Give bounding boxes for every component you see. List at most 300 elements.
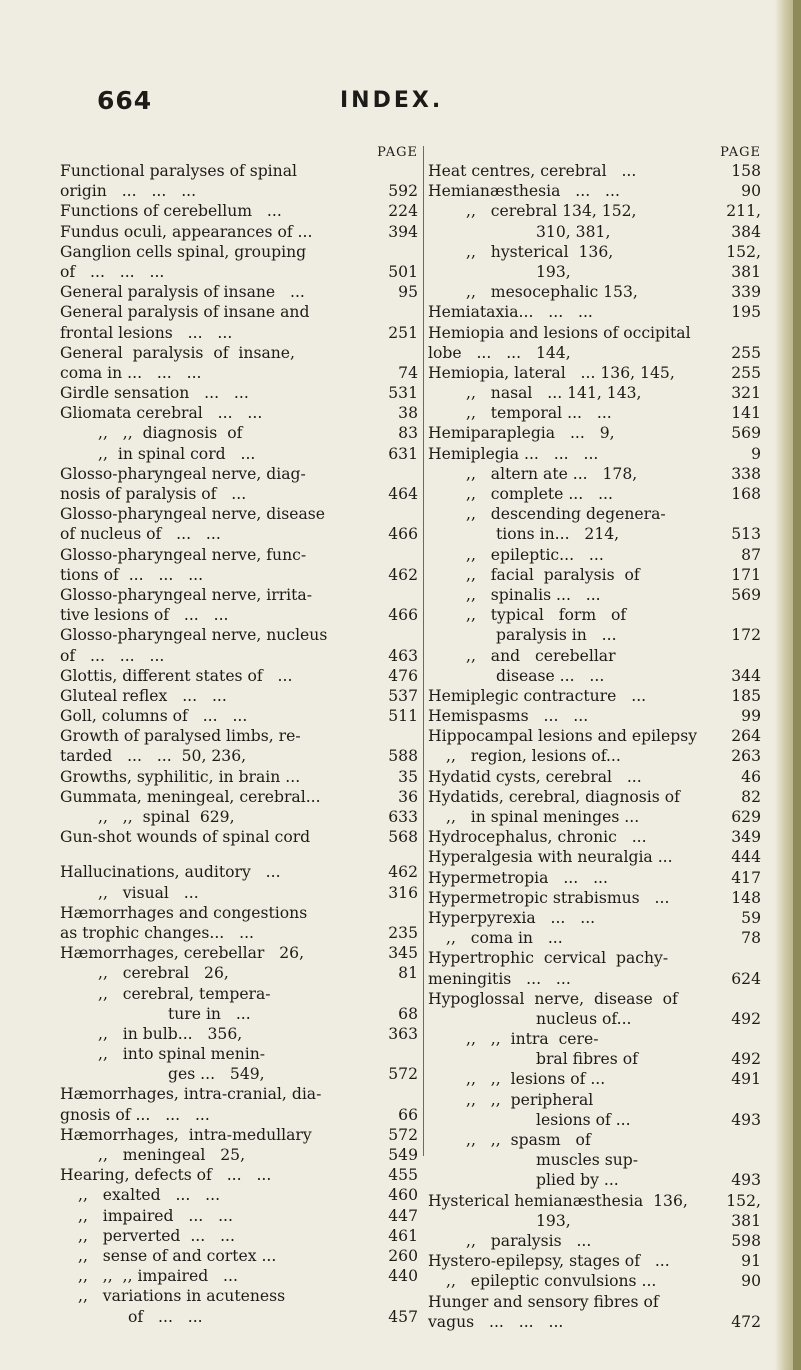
entry-page-ref: 78	[741, 929, 761, 948]
entry-page-ref: 549	[388, 1146, 418, 1164]
entry-text: ,, region, lesions of...	[446, 747, 621, 766]
entry-text: Hypermetropic strabismus ...	[428, 888, 670, 907]
entry-page-ref: 172	[731, 626, 761, 645]
entry-page-ref: 501	[388, 262, 418, 281]
index-entry	[428, 504, 761, 524]
entry-page-ref: 148	[731, 888, 761, 907]
index-entry	[428, 969, 761, 989]
entry-page-ref: 35	[398, 767, 418, 786]
index-entries	[60, 161, 418, 1327]
entry-page-ref: 152,	[726, 1191, 761, 1210]
index-entry	[60, 1165, 418, 1185]
entry-page-ref: 461	[388, 1226, 418, 1245]
entry-text: 193,	[536, 262, 571, 281]
entry-page-ref: 569	[731, 585, 761, 604]
entry-page-ref: 99	[741, 707, 761, 726]
entry-page-ref: 59	[741, 908, 761, 927]
index-entry	[60, 862, 418, 882]
entry-page-ref: 68	[398, 1004, 418, 1023]
index-entry	[428, 726, 761, 746]
entry-text: ,, into spinal menin-	[98, 1045, 266, 1064]
index-entry	[428, 706, 761, 726]
entry-page-ref: 384	[731, 222, 761, 241]
index-entry	[60, 484, 418, 504]
entry-text: Hysterical hemianæsthesia 136,	[428, 1191, 688, 1210]
entry-page-ref: 141	[731, 404, 761, 423]
entry-page-ref: 592	[388, 182, 418, 201]
index-entry	[60, 464, 418, 484]
index-entry	[428, 302, 761, 322]
entry-text: Hypertrophic cervical pachy-	[428, 949, 669, 968]
index-entry	[60, 1286, 418, 1306]
entry-page-ref: 633	[388, 808, 418, 826]
entry-page-ref: 338	[731, 464, 761, 483]
index-entry	[60, 646, 418, 666]
entry-text: ,, cerebral, tempera-	[98, 984, 271, 1003]
entry-page-ref: 466	[388, 606, 418, 625]
entry-text: origin ... ... ...	[60, 182, 197, 201]
index-entry	[428, 484, 761, 504]
entry-page-ref: 629	[731, 808, 761, 826]
entry-page-ref: 91	[741, 1252, 761, 1271]
entry-page-ref: 83	[398, 424, 418, 443]
index-entry	[60, 1004, 418, 1024]
entry-text: Goll, columns of ... ...	[60, 707, 248, 726]
index-entry	[60, 726, 418, 746]
index-entry	[428, 524, 761, 544]
entry-text: as trophic changes... ...	[60, 923, 255, 942]
entry-text: lobe ... ... 144,	[428, 343, 571, 362]
entry-text: tive lesions of ... ...	[60, 606, 229, 625]
entry-text: frontal lesions ... ...	[60, 323, 233, 342]
index-entry	[60, 545, 418, 565]
entry-text: Glosso-pharyngeal nerve, disease	[60, 505, 325, 524]
entry-page-ref: 9	[751, 444, 761, 463]
entry-text: Hæmorrhages and congestions	[60, 903, 308, 922]
entry-text: ,, in spinal meninges ...	[446, 808, 640, 826]
index-entry	[428, 222, 761, 242]
entry-page-ref: 447	[388, 1206, 418, 1225]
index-entry	[428, 1271, 761, 1291]
entry-page-ref: 472	[731, 1312, 761, 1331]
entry-text: of ... ... ...	[60, 262, 165, 281]
index-column-left	[60, 144, 418, 1327]
index-entry	[60, 1185, 418, 1205]
index-entry	[428, 888, 761, 908]
index-entry	[428, 181, 761, 201]
entry-page-ref: 444	[731, 848, 761, 867]
entry-page-ref: 82	[741, 787, 761, 806]
entry-page-ref: 493	[731, 1110, 761, 1129]
entry-page-ref: 87	[741, 545, 761, 564]
entry-text: Hallucinations, auditory ...	[60, 863, 281, 882]
entry-text: vagus ... ... ...	[428, 1312, 564, 1331]
entry-text: Ganglion cells spinal, grouping	[60, 242, 307, 261]
entry-text: nosis of paralysis of ...	[60, 485, 247, 503]
index-entry	[428, 464, 761, 484]
index-entry	[428, 847, 761, 867]
entry-page-ref: 345	[388, 944, 418, 963]
entry-text: ges ... 549,	[168, 1065, 265, 1084]
index-entry	[60, 1105, 418, 1125]
entry-text: ,, hysterical 136,	[466, 242, 614, 261]
entry-page-ref: 491	[731, 1070, 761, 1089]
entry-text: Hypermetropia ... ...	[428, 868, 608, 887]
index-column-right	[428, 144, 761, 1332]
index-entry	[60, 1226, 418, 1246]
entry-text: Glottis, different states of ...	[60, 666, 293, 685]
entry-text: ,, ,, lesions of ...	[466, 1070, 606, 1089]
entry-page-ref: 195	[731, 303, 761, 322]
entry-text: Hearing, defects of ... ...	[60, 1166, 272, 1185]
entry-text: General paralysis of insane and	[60, 303, 310, 322]
entry-page-ref: 46	[741, 767, 761, 786]
entry-page-ref: 466	[388, 525, 418, 544]
entry-page-ref: 624	[731, 969, 761, 988]
index-entry	[60, 767, 418, 787]
entry-page-ref: 235	[388, 923, 418, 942]
entry-text: ,, ,, spasm of	[466, 1131, 591, 1149]
entry-text: Glosso-pharyngeal nerve, func-	[60, 545, 307, 564]
index-entry	[428, 1211, 761, 1231]
entry-text: Hydrocephalus, chronic ...	[428, 828, 647, 847]
index-entry	[60, 1246, 418, 1266]
entry-text: ,, altern ate ... 178,	[466, 464, 638, 483]
index-entry	[60, 1084, 418, 1104]
index-entry	[428, 1069, 761, 1089]
index-entry	[428, 403, 761, 423]
index-entry	[60, 605, 418, 625]
index-entry	[428, 323, 761, 343]
entry-text: Gluteal reflex ... ...	[60, 686, 227, 705]
entry-text: disease ... ...	[496, 666, 605, 685]
entry-text: ,, nasal ... 141, 143,	[466, 384, 642, 403]
entry-page-ref: 568	[388, 828, 418, 847]
index-entry	[428, 686, 761, 706]
entry-page-ref: 476	[388, 666, 418, 685]
entry-page-ref: 492	[731, 1009, 761, 1028]
entry-text: ,, paralysis ...	[466, 1231, 592, 1250]
entry-page-ref: 363	[388, 1024, 418, 1043]
entry-page-ref: 349	[731, 828, 761, 847]
index-entry	[428, 807, 761, 827]
entry-text: ,, exalted ... ...	[78, 1186, 221, 1205]
entry-page-ref: 588	[388, 747, 418, 766]
entry-text: Functions of cerebellum ...	[60, 202, 282, 221]
entry-page-ref: 224	[388, 202, 418, 221]
entry-page-ref: 463	[388, 646, 418, 665]
index-entry	[428, 746, 761, 766]
entry-page-ref: 598	[731, 1231, 761, 1250]
entry-text: gnosis of ... ... ...	[60, 1105, 210, 1124]
entry-page-ref: 394	[388, 222, 418, 241]
index-entry	[428, 565, 761, 585]
index-entry	[428, 625, 761, 645]
entry-text: ,, in bulb... 356,	[98, 1024, 243, 1043]
entry-text: Gun-shot wounds of spinal cord	[60, 828, 311, 847]
entry-text: Hemiopia, lateral ... 136, 145,	[428, 363, 675, 382]
index-entry	[428, 1170, 761, 1190]
entry-page-ref: 462	[388, 565, 418, 584]
entry-page-ref: 462	[388, 863, 418, 882]
entry-text: Hemiparaplegia ... 9,	[428, 424, 615, 443]
index-entry	[60, 363, 418, 383]
index-entry	[428, 787, 761, 807]
entry-text: Heat centres, cerebral ...	[428, 162, 637, 180]
entry-text: meningitis ... ...	[428, 969, 571, 988]
entry-text: tions in... 214,	[496, 525, 620, 544]
entry-text: ,, and cerebellar	[466, 646, 616, 665]
index-entry	[60, 585, 418, 605]
entry-page-ref: 251	[388, 323, 418, 342]
entry-text: tions of ... ... ...	[60, 565, 204, 584]
index-entry	[60, 282, 418, 302]
index-entry	[428, 282, 761, 302]
entry-text: ,, variations in acuteness	[78, 1287, 286, 1306]
index-entry	[60, 686, 418, 706]
entry-text: Hippocampal lesions and epilepsy	[428, 727, 698, 746]
entry-text: of ... ... ...	[60, 646, 165, 665]
entry-page-ref: 493	[731, 1171, 761, 1190]
index-entry	[60, 262, 418, 282]
entry-page-ref: 158	[731, 162, 761, 180]
entry-page-ref: 90	[741, 1272, 761, 1291]
running-header	[0, 86, 760, 118]
entry-text: ,, sense of and cortex ...	[78, 1246, 277, 1265]
entry-text: Hydatids, cerebral, diagnosis of	[428, 787, 680, 806]
entry-text: ,, impaired ... ...	[78, 1206, 233, 1225]
entry-text: Glosso-pharyngeal nerve, diag-	[60, 464, 306, 483]
entry-text: 310, 381,	[536, 222, 611, 241]
entry-text: ,, spinalis ... ...	[466, 585, 601, 604]
entry-page-ref: 316	[388, 883, 418, 902]
entry-text: Hemispasms ... ...	[428, 707, 589, 726]
entry-text: Glosso-pharyngeal nerve, irrita-	[60, 585, 312, 604]
entry-text: Hemianæsthesia ... ...	[428, 182, 620, 201]
index-entry	[428, 767, 761, 787]
index-entry	[60, 504, 418, 524]
index-entry	[60, 222, 418, 242]
entry-page-ref: 185	[731, 686, 761, 705]
index-entry	[428, 1130, 761, 1150]
entry-text: ,, typical form of	[466, 606, 627, 625]
entry-text: ,, mesocephalic 153,	[466, 283, 638, 302]
entry-page-ref: 513	[731, 525, 761, 544]
index-entry	[428, 827, 761, 847]
index-entry	[60, 984, 418, 1004]
index-entry	[428, 989, 761, 1009]
index-entry	[428, 1292, 761, 1312]
entry-text: paralysis in ...	[496, 626, 617, 645]
entry-page-ref: 537	[388, 686, 418, 705]
entry-page-ref: 36	[398, 787, 418, 806]
entry-text: ,, epileptic convulsions ...	[446, 1272, 657, 1291]
index-entry	[60, 1145, 418, 1165]
index-entry	[60, 827, 418, 847]
index-entry	[428, 1049, 761, 1069]
index-entry	[428, 1090, 761, 1110]
entry-page-ref: 460	[388, 1186, 418, 1205]
entry-text: General paralysis of insane,	[60, 343, 295, 362]
index-entry	[60, 883, 418, 903]
entry-text: ,, complete ... ...	[466, 485, 613, 503]
entry-text: Hyperpyrexia ... ...	[428, 908, 596, 927]
index-entry	[428, 1191, 761, 1211]
entry-text: ,, ,, spinal 629,	[98, 808, 235, 826]
index-entry	[428, 1251, 761, 1271]
entry-text: 193,	[536, 1211, 571, 1230]
index-entry	[428, 1110, 761, 1130]
entry-page-ref: 464	[388, 485, 418, 503]
index-entry	[428, 1312, 761, 1332]
entry-page-ref: 90	[741, 182, 761, 201]
index-entry	[60, 444, 418, 464]
entry-text: Functional paralyses of spinal	[60, 162, 297, 180]
index-entry	[428, 948, 761, 968]
index-entry	[428, 343, 761, 363]
index-entry	[60, 746, 418, 766]
column-page-heading: PAGE	[377, 145, 418, 160]
entry-text: coma in ... ... ...	[60, 363, 202, 382]
entry-text: ,, cerebral 26,	[98, 964, 229, 983]
entry-text: lesions of ...	[536, 1110, 631, 1129]
entry-text: ,, cerebral 134, 152,	[466, 202, 637, 221]
entry-page-ref: 572	[388, 1065, 418, 1084]
entry-text: Fundus oculi, appearances of ...	[60, 222, 313, 241]
page-title: INDEX.	[340, 88, 444, 113]
entry-page-ref: 531	[388, 384, 418, 403]
entry-page-ref: 492	[731, 1050, 761, 1069]
entry-page-ref: 511	[388, 707, 418, 726]
index-entry	[428, 666, 761, 686]
index-entry	[60, 403, 418, 423]
entry-page-ref: 455	[388, 1166, 418, 1185]
index-entry	[428, 908, 761, 928]
index-entry	[60, 524, 418, 544]
entry-page-ref: 152,	[726, 242, 761, 261]
entry-page-ref: 81	[398, 964, 418, 983]
entry-text: Hystero-epilepsy, stages of ...	[428, 1252, 670, 1271]
index-entry	[428, 444, 761, 464]
entry-page-ref: 38	[398, 404, 418, 423]
entry-text: ,, ,, intra cere-	[466, 1030, 599, 1049]
entry-text: Hemiplegia ... ... ...	[428, 444, 599, 463]
entry-text: ture in ...	[168, 1004, 251, 1023]
index-entry	[60, 943, 418, 963]
entry-text: plied by ...	[536, 1171, 619, 1190]
section-gap	[60, 847, 418, 862]
entry-page-ref: 95	[398, 283, 418, 302]
entry-page-ref: 381	[731, 1211, 761, 1230]
entry-text: tarded ... ... 50, 236,	[60, 747, 247, 766]
entry-text: nucleus of...	[536, 1009, 632, 1028]
entry-text: ,, ,, peripheral	[466, 1090, 594, 1109]
entry-text: Hydatid cysts, cerebral ...	[428, 767, 642, 786]
index-entry	[60, 1024, 418, 1044]
index-entry	[60, 383, 418, 403]
entry-text: Hyperalgesia with neuralgia ...	[428, 848, 673, 867]
index-entry	[428, 161, 761, 181]
index-entry	[428, 605, 761, 625]
index-entry	[60, 343, 418, 363]
entry-text: General paralysis of insane ...	[60, 283, 305, 302]
page-number: 664	[97, 86, 153, 115]
index-entry	[60, 423, 418, 443]
entry-text: ,, visual ...	[98, 883, 199, 902]
index-entry	[60, 242, 418, 262]
entry-page-ref: 631	[388, 444, 418, 463]
entry-page-ref: 572	[388, 1125, 418, 1144]
entry-text: Glosso-pharyngeal nerve, nucleus	[60, 626, 328, 645]
index-entry	[428, 423, 761, 443]
entry-text: ,, in spinal cord ...	[98, 444, 256, 463]
index-entry	[60, 787, 418, 807]
index-entry	[60, 565, 418, 585]
index-entry	[60, 181, 418, 201]
index-entries	[428, 161, 761, 1332]
entry-page-ref: 260	[388, 1246, 418, 1265]
entry-text: Gliomata cerebral ... ...	[60, 404, 263, 423]
entry-page-ref: 321	[731, 384, 761, 403]
entry-page-ref: 569	[731, 424, 761, 443]
entry-text: Hemiplegic contracture ...	[428, 686, 647, 705]
entry-text: ,, perverted ... ...	[78, 1226, 235, 1245]
entry-page-ref: 168	[731, 485, 761, 503]
index-entry	[428, 1150, 761, 1170]
entry-text: of ... ...	[128, 1307, 203, 1326]
entry-text: muscles sup-	[536, 1151, 639, 1170]
index-entry	[60, 302, 418, 322]
entry-text: Hemiataxia... ... ...	[428, 303, 593, 322]
entry-page-ref: 255	[731, 363, 761, 382]
index-entry	[60, 1266, 418, 1286]
entry-text: ,, meningeal 25,	[98, 1146, 246, 1164]
index-entry	[60, 963, 418, 983]
entry-page-ref: 344	[731, 666, 761, 685]
entry-text: ,, facial paralysis of	[466, 565, 640, 584]
index-entry	[428, 928, 761, 948]
index-entry	[60, 323, 418, 343]
index-entry	[60, 1064, 418, 1084]
entry-text: ,, temporal ... ...	[466, 404, 612, 423]
index-entry	[60, 1044, 418, 1064]
entry-text: ,, ,, ,, impaired ...	[78, 1267, 238, 1286]
entry-page-ref: 457	[388, 1307, 418, 1326]
entry-text: bral fibres of	[536, 1050, 638, 1069]
entry-page-ref: 211,	[726, 202, 761, 221]
index-entry	[428, 646, 761, 666]
entry-page-ref: 264	[731, 727, 761, 746]
entry-text: Gummata, meningeal, cerebral...	[60, 787, 321, 806]
entry-text: Hæmorrhages, intra-medullary	[60, 1125, 312, 1144]
index-entry	[428, 383, 761, 403]
index-entry	[60, 1307, 418, 1327]
entry-text: ,, descending degenera-	[466, 505, 666, 524]
index-entry	[428, 868, 761, 888]
column-page-heading: PAGE	[720, 145, 761, 160]
entry-page-ref: 339	[731, 283, 761, 302]
entry-text: ,, epileptic... ...	[466, 545, 604, 564]
index-entry	[60, 625, 418, 645]
entry-page-ref: 381	[731, 262, 761, 281]
index-entry	[428, 201, 761, 221]
entry-text: Hæmorrhages, cerebellar 26,	[60, 944, 305, 963]
entry-text: Growth of paralysed limbs, re-	[60, 727, 301, 746]
entry-text: Hypoglossal nerve, disease of	[428, 989, 678, 1008]
index-entry	[428, 1009, 761, 1029]
index-entry	[60, 903, 418, 923]
entry-text: Growths, syphilitic, in brain ...	[60, 767, 301, 786]
